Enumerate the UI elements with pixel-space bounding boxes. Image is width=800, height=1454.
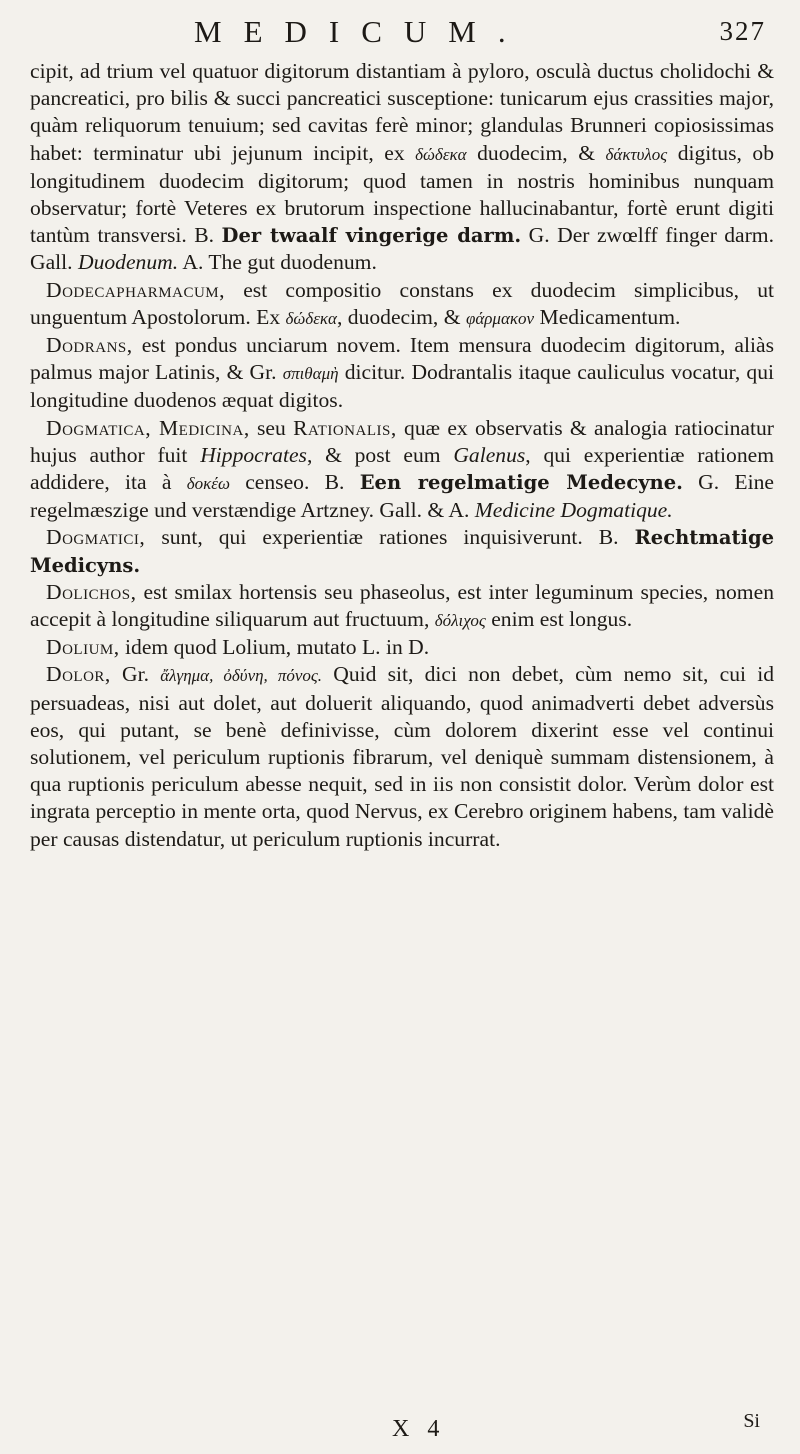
greek-word: ἄλγημα, ὀδύνη, πόνος.	[160, 666, 323, 686]
dutch-term: Rechtmatige Medicyns.	[30, 526, 774, 577]
dutch-term: Der twaalf vingerige darm.	[221, 224, 522, 248]
entry-dogmatici: Dogmatici, sunt, qui experientiæ rationes inquisiverunt. B. Rechtmatige Medicyns.	[30, 525, 774, 577]
headword: Rationalis,	[293, 415, 397, 440]
dictionary-text	[30, 58, 774, 853]
headword: Dolium,	[46, 635, 120, 660]
entry-dodecapharmacum: Dodecapharmacum, est compositio constans ex duodecim simplicibus, ut unguentum Apostolorum. Ex δώδεκα, duodecim, & φάρμακον Medicamentum.	[30, 277, 774, 329]
running-head	[0, 14, 800, 54]
page-footer	[0, 1410, 800, 1446]
greek-word: δοκέω	[186, 474, 230, 494]
greek-word: δάκτυλος	[605, 144, 668, 164]
greek-word: φάρμακον	[465, 308, 535, 328]
headword: Dogmatica, Medicina,	[46, 415, 250, 440]
entry-dodrans: Dodrans, est pondus unciarum novem. Item mensura duodecim digitorum, aliàs palmus major Latinis, & Gr. σπιθαμὴ dicitur. Dodrantalis itaque cauliculus vocatur, qui longitudine duodenos æquat digitos.	[30, 333, 774, 413]
headword: Dodrans,	[46, 333, 133, 358]
author-name: Hippocrates	[200, 442, 307, 467]
greek-word: δόλιχος	[434, 611, 486, 631]
page-number: 327	[719, 16, 766, 46]
running-title: MEDICUM.	[194, 14, 528, 49]
greek-word: σπιθαμὴ	[282, 364, 339, 384]
entry-dogmatica: Dogmatica, Medicina, seu Rationalis, quæ ex observatis & analogia ratiocinatur hujus author fuit Hippocrates, & post eum Galenus, qui experientiæ rationem addidere, ita à δοκέω censeo. B. Een regelmatige Medecyne. G. Eine regelmæszige und verstændige Artzney. Gall. & A. Medicine Dogmatique.	[30, 415, 775, 523]
headword: Dogmatici,	[46, 525, 146, 550]
author-name: Galenus	[453, 442, 526, 467]
dutch-term: Een regelmatige Medecyne.	[359, 471, 683, 495]
headword: Dolor,	[46, 662, 111, 687]
entry-dolium: Dolium, idem quod Lolium, mutato L. in D.	[46, 635, 430, 660]
greek-word: δώδεκα	[285, 308, 337, 328]
catchword: Si	[743, 1410, 760, 1432]
french-term: Medicine Dogmatique.	[474, 498, 673, 523]
headword: Dodecapharmacum,	[46, 277, 226, 302]
entry-dolor: Dolor, Gr. ἄλγημα, ὀδύνη, πόνος. Quid sit, dici non debet, cùm nemo sit, cui id persuadeas, nisi aut dolet, aut doluerit aliquando, quod animadverti debet adversùs eos, qui putant, se benè definivisse, cùm dolorem dixerint esse vel continui solutionem, vel periculum ruptionis fibrarum, vel deniquè summam distensionem, à qua ruptionis periculum abesse nequit, sed in iis non consistit dolor. Verùm dolor est ingrata perceptio in mente orta, quod Nervus, ex Cerebro originem habens, tam validè per causas distendatur, ut periculum ruptionis incurrat.	[30, 662, 774, 851]
entry-duodenum-continuation: cipit, ad trium vel quatuor digitorum distantiam à pyloro, osculà ductus cholidochi & pancreatici, pro bilis & succi pancreatici susceptione: tunicarum ejus crassities major, quàm reliquorum tenuium; sed cavitas ferè minor; glandulas Brunneri copiosissimas habet: terminatur ubi jejunum incipit, ex δώδεκα duodecim, & δάκτυλος digitus, ob longitudinem duodecim digitorum; quod tamen in nostris hominibus nunquam observatur; fortè Veteres ex brutorum inspectione hallucinabantur, fortè erunt digiti tantùm transversi. B. Der twaalf vingerige darm. G. Der zwœlff finger darm. Gall. Duodenum. A. The gut duodenum.	[30, 59, 774, 275]
french-term: Duodenum.	[77, 250, 179, 275]
signature-mark: X 4	[392, 1416, 446, 1442]
headword: Dolichos,	[46, 579, 137, 604]
greek-word: δώδεκα	[415, 144, 467, 164]
entry-dolichos: Dolichos, est smilax hortensis seu phaseolus, est inter leguminum species, nomen accepit à longitudine siliquarum aut fructuum, δόλιχος enim est longus.	[30, 579, 774, 632]
